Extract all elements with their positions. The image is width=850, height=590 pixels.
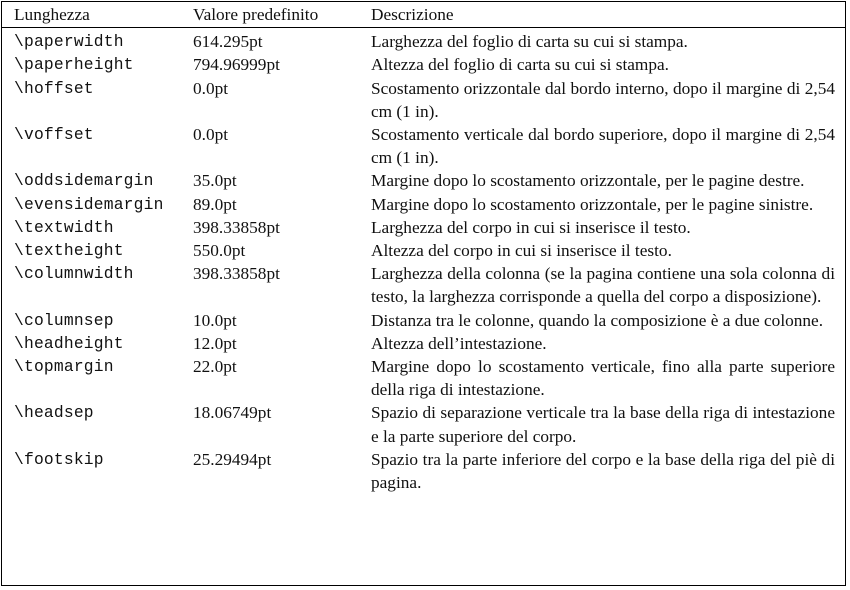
length-command: \evensidemargin bbox=[14, 194, 164, 214]
default-value: 398.33858pt bbox=[193, 264, 280, 284]
length-command: \textheight bbox=[14, 241, 124, 261]
table-row bbox=[2, 239, 845, 262]
length-command: \paperwidth bbox=[14, 32, 124, 52]
default-value: 18.06749pt bbox=[193, 403, 272, 423]
description: Altezza del foglio di carta su cui si stampa. bbox=[371, 55, 670, 75]
table-row bbox=[2, 448, 845, 494]
length-command: \headsep bbox=[14, 403, 94, 423]
description: Margine dopo lo scostamento verticale, fino alla parte superiore della riga di intestazione. bbox=[371, 357, 835, 400]
default-value: 0.0pt bbox=[193, 125, 229, 145]
header-description: Descrizione bbox=[371, 2, 845, 28]
table-row bbox=[2, 53, 845, 76]
table-header-row bbox=[2, 2, 845, 28]
description: Scostamento verticale dal bordo superiore, dopo il margine di 2,54 cm (1 in). bbox=[371, 125, 835, 168]
table-row bbox=[2, 262, 845, 308]
length-command: \hoffset bbox=[14, 78, 94, 98]
header-length: Lunghezza bbox=[2, 2, 193, 28]
table-row bbox=[2, 309, 845, 332]
description: Margine dopo lo scostamento orizzontale, per le pagine destre. bbox=[371, 171, 805, 191]
description: Altezza dell’intestazione. bbox=[371, 333, 547, 353]
lengths-table bbox=[2, 2, 845, 494]
length-command: \headheight bbox=[14, 333, 124, 353]
description: Scostamento orizzontale dal bordo interno, dopo il margine di 2,54 cm (1 in). bbox=[371, 78, 835, 121]
default-value: 398.33858pt bbox=[193, 217, 280, 237]
description: Altezza del corpo in cui si inserisce il testo. bbox=[371, 241, 672, 261]
description: Spazio di separazione verticale tra la base della riga di intestazione e la parte superiore del corpo. bbox=[371, 403, 835, 446]
default-value: 12.0pt bbox=[193, 333, 237, 353]
default-value: 550.0pt bbox=[193, 241, 246, 261]
description: Distanza tra le colonne, quando la composizione è a due colonne. bbox=[371, 310, 824, 330]
length-command: \paperheight bbox=[14, 55, 134, 75]
table-row bbox=[2, 77, 845, 123]
default-value: 22.0pt bbox=[193, 357, 237, 377]
length-command: \columnwidth bbox=[14, 264, 134, 284]
table-row bbox=[2, 169, 845, 192]
default-value: 89.0pt bbox=[193, 194, 237, 214]
length-command: \footskip bbox=[14, 449, 104, 469]
description: Larghezza della colonna (se la pagina contiene una sola colonna di testo, la larghezza corrisponde a quella del corpo a disposizione). bbox=[371, 264, 835, 307]
table-row bbox=[2, 123, 845, 169]
table-row bbox=[2, 401, 845, 447]
table-row bbox=[2, 332, 845, 355]
default-value: 25.29494pt bbox=[193, 449, 272, 469]
description: Margine dopo lo scostamento orizzontale, per le pagine sinistre. bbox=[371, 194, 814, 214]
table-row bbox=[2, 193, 845, 216]
header-default-value: Valore predefinito bbox=[193, 2, 371, 28]
length-command: \oddsidemargin bbox=[14, 171, 154, 191]
table-row bbox=[2, 355, 845, 401]
length-command: \textwidth bbox=[14, 217, 114, 237]
description: Spazio tra la parte inferiore del corpo e la base della riga del piè di pagina. bbox=[371, 449, 835, 493]
default-value: 0.0pt bbox=[193, 78, 229, 98]
default-value: 794.96999pt bbox=[193, 55, 280, 75]
length-command: \voffset bbox=[14, 125, 94, 145]
description: Larghezza del corpo in cui si inserisce il testo. bbox=[371, 217, 691, 237]
length-command: \columnsep bbox=[14, 310, 114, 330]
lengths-table-frame bbox=[1, 1, 846, 586]
default-value: 614.295pt bbox=[193, 32, 263, 52]
default-value: 35.0pt bbox=[193, 171, 237, 191]
default-value: 10.0pt bbox=[193, 310, 237, 330]
table-row bbox=[2, 28, 845, 54]
length-command: \topmargin bbox=[14, 357, 114, 377]
table-body bbox=[2, 28, 845, 495]
table-row bbox=[2, 216, 845, 239]
description: Larghezza del foglio di carta su cui si stampa. bbox=[371, 32, 688, 52]
